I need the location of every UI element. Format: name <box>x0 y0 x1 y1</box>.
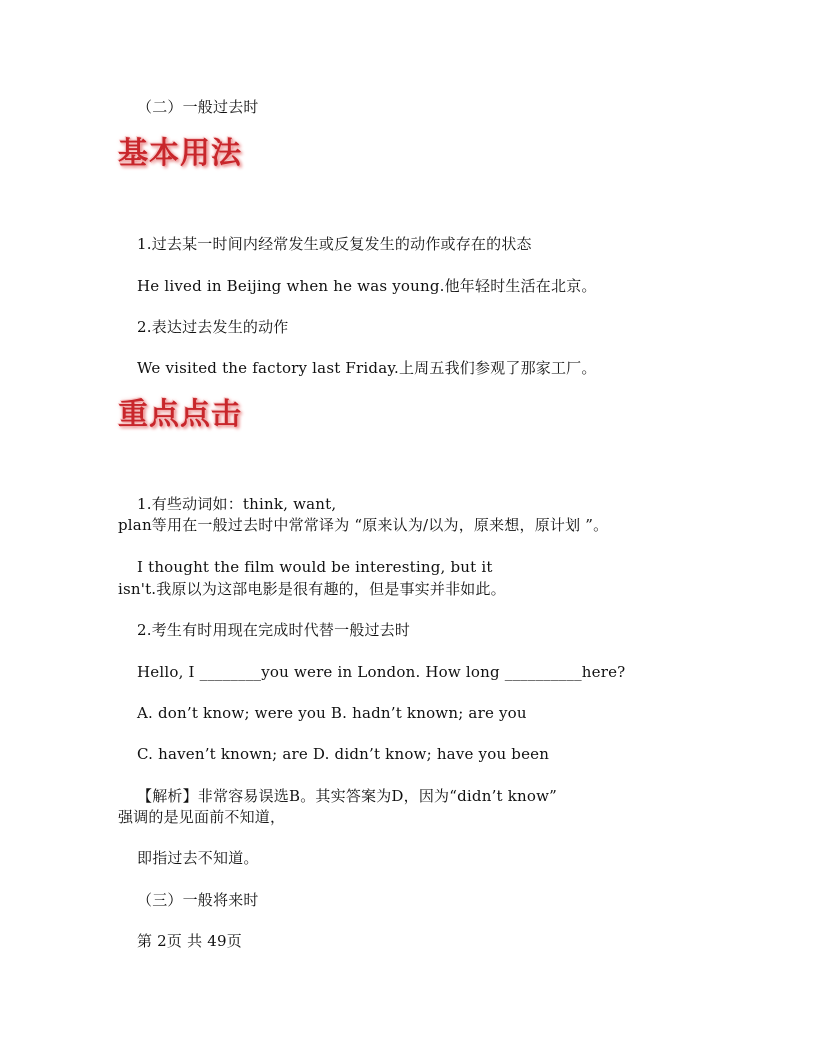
key-item-1-example-line-2: isn't.我原以为这部电影是很有趣的，但是事实并非如此。 <box>118 580 506 598</box>
section-three-heading: （三）一般将来时 <box>137 891 259 909</box>
analysis-line-3: 即指过去不知道。 <box>137 849 259 867</box>
usage-item-1-example: He lived in Beijing when he was young.他年轻时生活在北京。 <box>137 277 597 295</box>
section-two-heading: （二）一般过去时 <box>137 98 259 116</box>
usage-item-2-example: We visited the factory last Friday.上周五我们参观了那家工厂。 <box>137 359 597 377</box>
key-item-1-line-2: plan等用在一般过去时中常常译为 “原来认为/以为，原来想，原计划 ”。 <box>118 516 609 534</box>
analysis-line-1: 【解析】非常容易误选B。其实答案为D，因为“didn’t know” <box>137 787 558 805</box>
basic-usage-banner: 基本用法 <box>118 136 242 171</box>
options-a-b: A. don’t know; were you B. hadn’t known; are you <box>137 704 527 722</box>
key-item-2-title: 2.考生有时用现在完成时代替一般过去时 <box>137 621 411 639</box>
options-c-d: C. haven’t known; are D. didn’t know; have you been <box>137 745 550 763</box>
usage-item-2-title: 2.表达过去发生的动作 <box>137 318 289 336</box>
question-text: Hello, I ________you were in London. How long __________here? <box>137 663 626 681</box>
page-footer: 第 2页 共 49页 <box>137 932 242 950</box>
key-points-banner: 重点点击 <box>118 397 242 432</box>
key-item-1-example-line-1: I thought the film would be interesting, but it <box>137 558 493 576</box>
analysis-line-2: 强调的是见面前不知道， <box>118 808 286 826</box>
key-item-1-line-1: 1.有些动词如：think, want, <box>137 495 337 513</box>
usage-item-1-title: 1.过去某一时间内经常发生或反复发生的动作或存在的状态 <box>137 235 532 253</box>
